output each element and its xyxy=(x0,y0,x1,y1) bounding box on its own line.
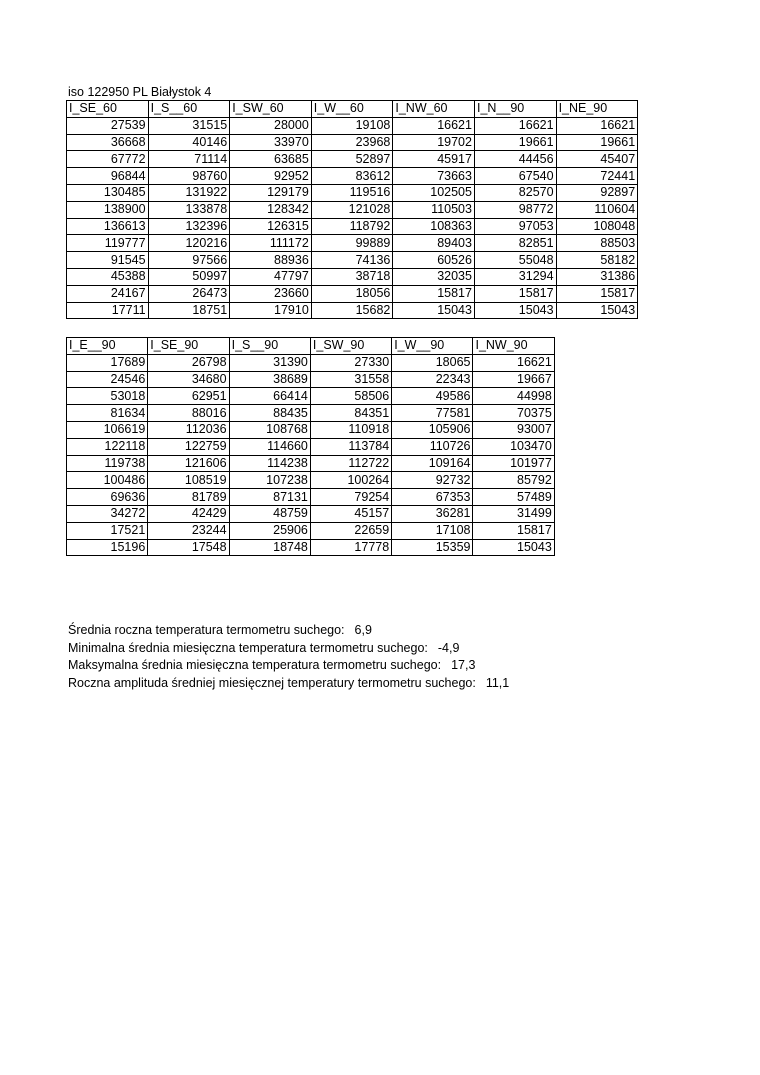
column-header: I_W__60 xyxy=(311,101,393,118)
table-cell: 129179 xyxy=(230,184,312,201)
column-header: I_SW_60 xyxy=(230,101,312,118)
table-cell: 18748 xyxy=(229,539,310,556)
table-cell: 97566 xyxy=(148,252,230,269)
table-cell: 15817 xyxy=(393,285,475,302)
table-cell: 136613 xyxy=(67,218,149,235)
table-cell: 26798 xyxy=(148,354,229,371)
table-cell: 38689 xyxy=(229,371,310,388)
table-cell: 17548 xyxy=(148,539,229,556)
table-cell: 100264 xyxy=(310,472,391,489)
table-cell: 55048 xyxy=(474,252,556,269)
column-header: I_NE_90 xyxy=(556,101,638,118)
column-header: I_E__90 xyxy=(67,338,148,355)
table-cell: 67353 xyxy=(392,489,473,506)
table-cell: 15817 xyxy=(474,285,556,302)
table-cell: 70375 xyxy=(473,405,554,422)
table-cell: 17910 xyxy=(230,302,312,319)
table-cell: 108048 xyxy=(556,218,638,235)
table-cell: 31294 xyxy=(474,268,556,285)
table-cell: 81789 xyxy=(148,489,229,506)
column-header: I_NW_90 xyxy=(473,338,554,355)
table-cell: 27330 xyxy=(310,354,391,371)
table-row xyxy=(67,235,638,252)
table-row xyxy=(67,455,555,472)
table-cell: 112036 xyxy=(148,421,229,438)
table-row xyxy=(67,354,555,371)
table-row xyxy=(67,134,638,151)
table-cell: 87131 xyxy=(229,489,310,506)
table-cell: 100486 xyxy=(67,472,148,489)
table-cell: 17711 xyxy=(67,302,149,319)
table-cell: 33970 xyxy=(230,134,312,151)
table-cell: 24167 xyxy=(67,285,149,302)
table-cell: 47797 xyxy=(230,268,312,285)
table-row xyxy=(67,117,638,134)
table-cell: 16621 xyxy=(393,117,475,134)
table-cell: 19661 xyxy=(556,134,638,151)
table-cell: 81634 xyxy=(67,405,148,422)
table-header-row xyxy=(67,338,555,355)
table-row xyxy=(67,489,555,506)
table-cell: 114660 xyxy=(229,438,310,455)
table-row xyxy=(67,371,555,388)
summary-label: Roczna amplituda średniej miesięcznej temperatury termometru suchego: xyxy=(68,675,476,690)
table-cell: 114238 xyxy=(229,455,310,472)
table-cell: 66414 xyxy=(229,388,310,405)
table-cell: 44998 xyxy=(473,388,554,405)
table-cell: 92897 xyxy=(556,184,638,201)
table-cell: 122759 xyxy=(148,438,229,455)
table-cell: 91545 xyxy=(67,252,149,269)
table-cell: 15817 xyxy=(556,285,638,302)
table-cell: 17108 xyxy=(392,522,473,539)
table-row xyxy=(67,539,555,556)
table-cell: 98772 xyxy=(474,201,556,218)
table-cell: 45157 xyxy=(310,505,391,522)
table-cell: 31386 xyxy=(556,268,638,285)
table-row xyxy=(67,438,555,455)
column-header: I_S__90 xyxy=(229,338,310,355)
table-cell: 19667 xyxy=(473,371,554,388)
table-row xyxy=(67,522,555,539)
table-cell: 27539 xyxy=(67,117,149,134)
table-cell: 23968 xyxy=(311,134,393,151)
table-cell: 42429 xyxy=(148,505,229,522)
table-cell: 74136 xyxy=(311,252,393,269)
table-cell: 15043 xyxy=(556,302,638,319)
table-cell: 52897 xyxy=(311,151,393,168)
table-cell: 110726 xyxy=(392,438,473,455)
table-cell: 49586 xyxy=(392,388,473,405)
column-header: I_SW_90 xyxy=(310,338,391,355)
table-cell: 83612 xyxy=(311,168,393,185)
table-cell: 92732 xyxy=(392,472,473,489)
table-cell: 101977 xyxy=(473,455,554,472)
table-row xyxy=(67,421,555,438)
table-cell: 67540 xyxy=(474,168,556,185)
table-cell: 53018 xyxy=(67,388,148,405)
table-cell: 110503 xyxy=(393,201,475,218)
table-row xyxy=(67,252,638,269)
table-cell: 45917 xyxy=(393,151,475,168)
table-cell: 22343 xyxy=(392,371,473,388)
table-cell: 102505 xyxy=(393,184,475,201)
radiation-table-1 xyxy=(66,100,638,319)
table-cell: 130485 xyxy=(67,184,149,201)
table-cell: 15043 xyxy=(474,302,556,319)
table-cell: 128342 xyxy=(230,201,312,218)
table-row xyxy=(67,184,638,201)
table-cell: 108363 xyxy=(393,218,475,235)
table-row xyxy=(67,151,638,168)
table-cell: 88016 xyxy=(148,405,229,422)
table-cell: 122118 xyxy=(67,438,148,455)
table-row xyxy=(67,388,555,405)
table-cell: 16621 xyxy=(473,354,554,371)
table-cell: 19661 xyxy=(474,134,556,151)
table-cell: 69636 xyxy=(67,489,148,506)
table-cell: 79254 xyxy=(310,489,391,506)
column-header: I_N__90 xyxy=(474,101,556,118)
table-cell: 31515 xyxy=(148,117,230,134)
table-cell: 113784 xyxy=(310,438,391,455)
summary-value: 6,9 xyxy=(354,623,372,637)
table-cell: 36281 xyxy=(392,505,473,522)
table-cell: 16621 xyxy=(556,117,638,134)
table-row xyxy=(67,405,555,422)
table-cell: 72441 xyxy=(556,168,638,185)
table-row xyxy=(67,472,555,489)
table-row xyxy=(67,201,638,218)
table-cell: 26473 xyxy=(148,285,230,302)
table-cell: 138900 xyxy=(67,201,149,218)
table-cell: 88936 xyxy=(230,252,312,269)
table-cell: 111172 xyxy=(230,235,312,252)
column-header: I_W__90 xyxy=(392,338,473,355)
table-cell: 58506 xyxy=(310,388,391,405)
table-row xyxy=(67,268,638,285)
table-row xyxy=(67,218,638,235)
table-cell: 48759 xyxy=(229,505,310,522)
table-cell: 17689 xyxy=(67,354,148,371)
table-cell: 15043 xyxy=(393,302,475,319)
table-cell: 15196 xyxy=(67,539,148,556)
table-cell: 16621 xyxy=(474,117,556,134)
table-cell: 108519 xyxy=(148,472,229,489)
table-cell: 88503 xyxy=(556,235,638,252)
table-cell: 45407 xyxy=(556,151,638,168)
table-cell: 73663 xyxy=(393,168,475,185)
table-cell: 63685 xyxy=(230,151,312,168)
column-header: I_NW_60 xyxy=(393,101,475,118)
table-row xyxy=(67,168,638,185)
summary-line-annual-mean xyxy=(68,622,509,640)
summary-line-min-monthly xyxy=(68,640,509,658)
table-cell: 82851 xyxy=(474,235,556,252)
table-cell: 110918 xyxy=(310,421,391,438)
table-cell: 15043 xyxy=(473,539,554,556)
table-cell: 18065 xyxy=(392,354,473,371)
table-cell: 93007 xyxy=(473,421,554,438)
table-cell: 24546 xyxy=(67,371,148,388)
table-cell: 105906 xyxy=(392,421,473,438)
table-cell: 98760 xyxy=(148,168,230,185)
table-cell: 133878 xyxy=(148,201,230,218)
table-cell: 23244 xyxy=(148,522,229,539)
table-cell: 62951 xyxy=(148,388,229,405)
table-cell: 31390 xyxy=(229,354,310,371)
table-cell: 18751 xyxy=(148,302,230,319)
table-cell: 25906 xyxy=(229,522,310,539)
table-cell: 112722 xyxy=(310,455,391,472)
table-cell: 34680 xyxy=(148,371,229,388)
table-header-row xyxy=(67,101,638,118)
summary-label: Maksymalna średnia miesięczna temperatura termometru suchego: xyxy=(68,658,442,672)
table-cell: 119738 xyxy=(67,455,148,472)
table-cell: 45388 xyxy=(67,268,149,285)
document-title: iso 122950 PL Białystok 4 xyxy=(68,85,212,99)
table-cell: 92952 xyxy=(230,168,312,185)
table-cell: 119516 xyxy=(311,184,393,201)
table-cell: 23660 xyxy=(230,285,312,302)
table-cell: 22659 xyxy=(310,522,391,539)
temperature-summary xyxy=(68,622,509,692)
table-cell: 31558 xyxy=(310,371,391,388)
table-cell: 84351 xyxy=(310,405,391,422)
table-cell: 34272 xyxy=(67,505,148,522)
table-cell: 31499 xyxy=(473,505,554,522)
table-cell: 121028 xyxy=(311,201,393,218)
column-header: I_SE_60 xyxy=(67,101,149,118)
table-cell: 32035 xyxy=(393,268,475,285)
table-cell: 15817 xyxy=(473,522,554,539)
table-cell: 107238 xyxy=(229,472,310,489)
table-cell: 132396 xyxy=(148,218,230,235)
table-row xyxy=(67,505,555,522)
table-cell: 44456 xyxy=(474,151,556,168)
table-cell: 108768 xyxy=(229,421,310,438)
table-cell: 50997 xyxy=(148,268,230,285)
table-cell: 71114 xyxy=(148,151,230,168)
table-cell: 36668 xyxy=(67,134,149,151)
table-cell: 17778 xyxy=(310,539,391,556)
table-cell: 96844 xyxy=(67,168,149,185)
table-cell: 85792 xyxy=(473,472,554,489)
column-header: I_S__60 xyxy=(148,101,230,118)
table-cell: 15682 xyxy=(311,302,393,319)
table-cell: 119777 xyxy=(67,235,149,252)
table-cell: 103470 xyxy=(473,438,554,455)
radiation-table-2 xyxy=(66,337,555,556)
table-cell: 77581 xyxy=(392,405,473,422)
table-cell: 126315 xyxy=(230,218,312,235)
table-cell: 109164 xyxy=(392,455,473,472)
table-cell: 19702 xyxy=(393,134,475,151)
table-cell: 40146 xyxy=(148,134,230,151)
table-cell: 19108 xyxy=(311,117,393,134)
table-cell: 97053 xyxy=(474,218,556,235)
summary-value: 17,3 xyxy=(451,658,476,672)
table-cell: 88435 xyxy=(229,405,310,422)
table-cell: 121606 xyxy=(148,455,229,472)
table-cell: 110604 xyxy=(556,201,638,218)
table-cell: 58182 xyxy=(556,252,638,269)
table-cell: 89403 xyxy=(393,235,475,252)
summary-label: Minimalna średnia miesięczna temperatura termometru suchego: xyxy=(68,640,428,655)
table-row xyxy=(67,302,638,319)
table-cell: 131922 xyxy=(148,184,230,201)
table-cell: 15359 xyxy=(392,539,473,556)
column-header: I_SE_90 xyxy=(148,338,229,355)
table-cell: 82570 xyxy=(474,184,556,201)
table-cell: 118792 xyxy=(311,218,393,235)
table-cell: 57489 xyxy=(473,489,554,506)
table-cell: 38718 xyxy=(311,268,393,285)
summary-line-max-monthly xyxy=(68,657,509,675)
table-cell: 18056 xyxy=(311,285,393,302)
summary-value: 11,1 xyxy=(485,675,510,690)
table-cell: 120216 xyxy=(148,235,230,252)
table-row xyxy=(67,285,638,302)
summary-line-amplitude xyxy=(68,675,509,693)
table-cell: 60526 xyxy=(393,252,475,269)
table-cell: 17521 xyxy=(67,522,148,539)
table-cell: 106619 xyxy=(67,421,148,438)
summary-label: Średnia roczna temperatura termometru suchego: xyxy=(68,623,345,637)
summary-value: -4,9 xyxy=(437,640,460,655)
table-cell: 67772 xyxy=(67,151,149,168)
table-cell: 28000 xyxy=(230,117,312,134)
table-cell: 99889 xyxy=(311,235,393,252)
